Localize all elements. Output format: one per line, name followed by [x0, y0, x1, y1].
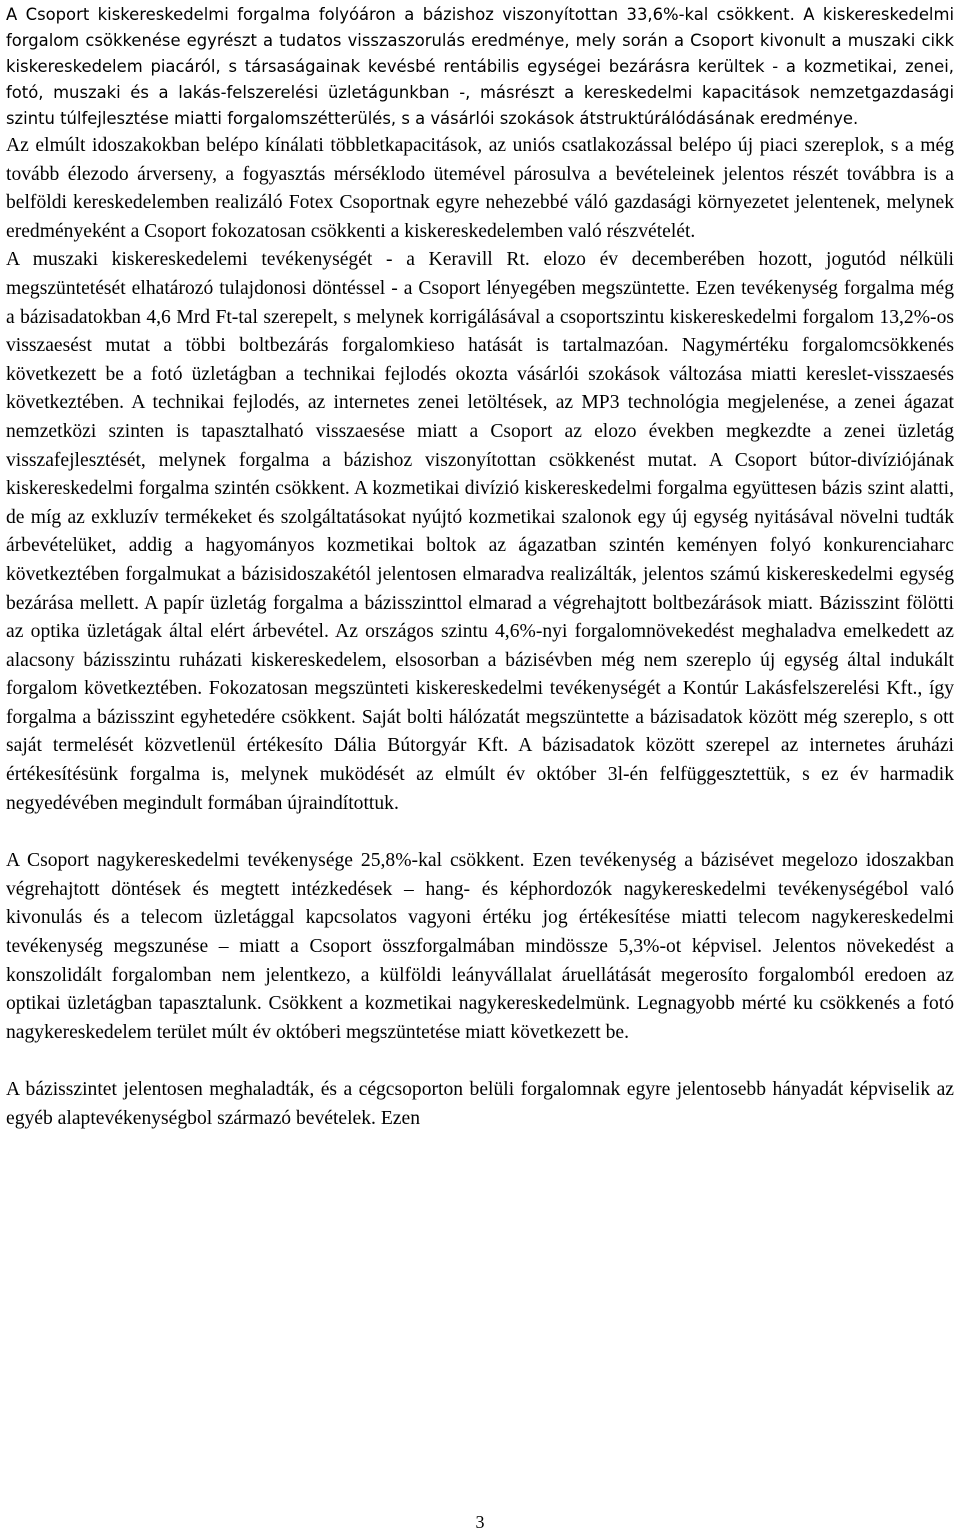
paragraph-divisions-detail: A muszaki kiskereskedelemi tevékenységét - a Keravill Rt. elozo év decemberében hozott, jogutód nélküli megszüntetését elhatározó tulajdonosi döntéssel - a Csoport lényegében megszüntette. Ezen tevékenység forgalma még a bázisadatokban 4,6 Mrd Ft-tal szerepelt, s melynek korrigálásával a csoportszintu kiskereskedelmi forgalom 13,2%-os visszaesést mutat a többi boltbezárás forgalomkieso hatását is tartalmazóan. Nagymértéku forgalomcsökkenés következett be a fotó üzletágban a technikai fejlodés okozta vásárlói szokások változása miatti kereslet-visszaesés következtében. A technikai fejlodés, az internetes zenei letöltések, az MP3 technológia megjelenése, a zenei ágazat nemzetközi szinten is tapasztalható visszaesése miatt a Csoport az elozo években megkezdte a zenei üzletág visszafejlesztését, melynek forgalma a bázishoz viszonyítottan csökkenést mutat. A Csoport bútor-divíziójának kiskereskedelmi forgalma szintén csökkent. A kozmetikai divízió kiskereskedelmi forgalma együttesen bázis szint alatti, de míg az exkluzív termékeket és szolgáltatásokat nyújtó kozmetikai szalonok egy új egység nyitásával növelni tudták árbevételüket, addig a hagyományos kozmetikai boltok az ágazatban szintén keményen folyó konkurenciaharc következtében forgalmukat a bázisidoszakétól jelentosen elmaradva realizálták, jelentos számú kiskereskedelmi egység bezárása mellett. A papír üzletág forgalma a bázisszinttol elmarad a végrehajtott boltbezárások miatt. Bázisszint fölötti az optika üzletágak által elért árbevétel. Az országos szintu 4,6%-nyi forgalomnövekedést meghaladva emelkedett az alacsony bázisszintu ruházati kiskereskedelem, elsosorban a bázisévben még nem szereplo új egység által indukált forgalom következtében. Fokozatosan megszünteti kiskereskedelmi tevékenységét a Kontúr Lakásfelszerelési Kft., így forgalma a bázisszint egyhetedére csökkent. Saját bolti hálózatát megszüntette a bázisadatok között még szereplo, s ott saját termelését közvetlenül értékesíto Dália Bútorgyár Kft. A bázisadatok között szerepel az internetes áruházi értékesítésünk forgalma is, melynek muködését az elmúlt év október 3l-én felfüggesztettük, s ez év harmadik negyedévében megindult formában újraindítottuk. — [6, 249, 954, 814]
page-number: 3 — [475, 1512, 485, 1532]
paragraph-wholesale: A Csoport nagykereskedelmi tevékenysége 25,8%-kal csökkent. Ezen tevékenység a bázisévet megelozo idoszakban végrehajtott döntések és megtett intézkedések – hang- és képhordozók nagykereskedelmi tevékenységébol való kivonulás és a telecom üzletággal kapcsolatos vagyoni értéku jog értékesítése miatti telecom nagykereskedelmi tevékenység megszunése – miatt a Csoport összforgalmában mindössze 5,3%-ot képvisel. Jelentos növekedést a konszolidált forgalomban nem jelentkezo, a külföldi leányvállalat áruellátását megerosíto forgalomból eredoen az optikai üzletágban tapasztalunk. Csökkent a kozmetikai nagykereskedelmünk. Legnagyobb mérté ku csökkenés a fotó nagykereskedelem terület múlt év októberi megszüntetése miatt következett be. — [6, 850, 954, 1043]
paragraph-retail-summary: A Csoport kiskereskedelmi forgalma folyóáron a bázishoz viszonyítottan 33,6%-kal csökkent. A kiskereskedelmi forgalom csökkenése egyrészt a tudatos visszaszorulás eredménye, mely során a Csoport kivonult a muszaki cikk kiskereskedelem piacáról, s társaságainak kevésbé rentábilis egységei bezárásra kerültek - a kozmetikai, zenei, fotó, muszaki és a lakás-felszerelési üzletágunkban -, másrészt a kereskedelmi kapacitások nemzetgazdasági szintu túlfejlesztése miatti forgalomszétterülés, s a vásárlói szokások átstruktúrálódásának eredménye. — [6, 5, 954, 128]
document-page — [6, 2, 954, 1134]
paragraph-market-environment: Az elmúlt idoszakokban belépo kínálati többletkapacitások, az uniós csatlakozással belépo új piaci szereplok, s a még tovább élezodo árverseny, a fogyasztás mérséklodo ütemével párosulva a bevételeinek jelentos részét továbbra is a belföldi kereskedelemben realizáló Fotex Csoportnak egyre nehezebbé váló gazdasági környezetet jelentenek, melynek eredményeként a Csoport fokozatosan csökkenti a kiskereskedelemben való részvételét. — [6, 135, 954, 242]
paragraph-other-revenue: A bázisszintet jelentosen meghaladták, és a cégcsoporton belüli forgalomnak egyre jelentosebb hányadát képviselik az egyéb alaptevékenységbol származó bevételek. Ezen — [6, 1079, 954, 1129]
